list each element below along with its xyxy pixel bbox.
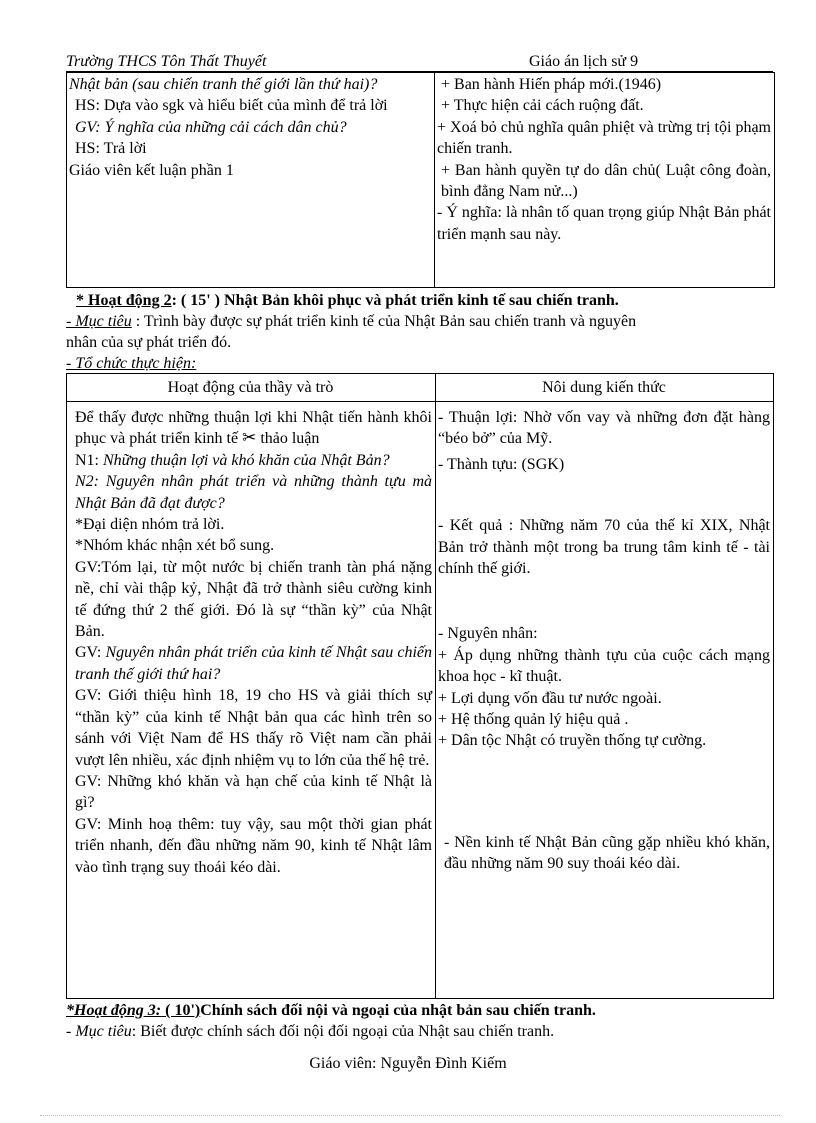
cause-item: + Dân tộc Nhật có truyền thống tự cường. bbox=[438, 732, 707, 750]
activity2-label: * Hoạt động 2 bbox=[76, 292, 172, 309]
teacher-conclusion: Giáo viên kết luận phần 1 bbox=[69, 161, 234, 179]
teacher-illustration: GV: Minh hoạ thêm: tuy vậy, sau một thời gian phát triển nhanh, đến đầu những năm 90, kinh tế Nhật lâm vào tình trạng suy thoái kéo dài. bbox=[75, 815, 432, 876]
activity2-heading bbox=[76, 291, 619, 311]
group-answer: *Đại diện nhóm trả lời. bbox=[75, 516, 225, 534]
teacher-difficulty-question: GV: Những khó khăn và hạn chế của kinh tế Nhật là gì? bbox=[75, 772, 432, 812]
teacher-question: GV: Ý nghĩa của những cải cách dân chủ? bbox=[75, 118, 347, 136]
group2-question: N2: Nguyên nhân phát triển và những thành tựu mà Nhật Bản đã đạt được? bbox=[75, 473, 432, 512]
activity3-title: Chính sách đối nội và ngoại của nhật bản sau chiến tranh. bbox=[200, 1002, 596, 1019]
page-bottom-border bbox=[40, 1115, 780, 1116]
column-header-content: Nôi dung kiến thức bbox=[436, 374, 774, 402]
discussion-intro: Để thấy được những thuận lợi khi Nhật tiến hành khôi phục và phát triển kinh tế ✂ thảo luận bbox=[75, 409, 432, 449]
group-feedback: *Nhóm khác nhận xét bổ sung. bbox=[75, 537, 275, 555]
reform-table-right-cell bbox=[435, 73, 775, 288]
activity3-objective-label: - Mục tiêu bbox=[66, 1023, 132, 1040]
cause-item: + Áp dụng những thành tựu của cuộc cách mạng khoa học - kĩ thuật. bbox=[438, 646, 770, 686]
reform-item: + Ban hành quyền tự do dân chủ( Luật công đoàn, bình đẳng Nam nử...) bbox=[441, 161, 771, 201]
results-text: - Kết quả : Những năm 70 của thế kỉ XIX, Nhật Bản trở thành một trong ba trung tâm kinh tế - tài chính thế giới. bbox=[438, 517, 770, 578]
economy-table-left-cell bbox=[67, 402, 436, 999]
activity3-heading bbox=[66, 1001, 596, 1021]
cause-item: + Hệ thống quản lý hiệu quả . bbox=[438, 711, 629, 729]
teacher-name-footer: Giáo viên: Nguyễn Đình Kiếm bbox=[309, 1055, 507, 1072]
economy-table bbox=[66, 373, 774, 999]
reform-table-left-cell bbox=[67, 73, 435, 288]
group1-question: N1: Những thuận lợi và khó khăn của Nhật Bản? bbox=[75, 451, 390, 469]
teacher-cause-question: GV: Nguyên nhân phát triển của kinh tế Nhật sau chiến tranh thế giới thứ hai? bbox=[75, 644, 432, 683]
scissors-icon: ✂ bbox=[242, 428, 257, 449]
cause-item: + Lợi dụng vốn đầu tư nước ngoài. bbox=[438, 689, 662, 707]
economy-table-right-cell bbox=[436, 402, 774, 999]
reform-item: + Xoá bỏ chủ nghĩa quân phiệt và trừng trị tội phạm chiến tranh. bbox=[437, 118, 771, 158]
organize-label: - Tổ chức thực hiện: bbox=[66, 355, 197, 372]
reform-significance: - Ý nghĩa: là nhân tố quan trọng giúp Nhật Bản phát triển mạnh sau này. bbox=[437, 204, 771, 243]
student-task: HS: Dựa vào sgk và hiểu biết của mình để trả lời bbox=[75, 97, 388, 115]
reform-item: + Ban hành Hiến pháp mới.(1946) bbox=[441, 76, 662, 93]
document-subject: Giáo án lịch sử 9 bbox=[529, 53, 639, 70]
activity3-objective bbox=[66, 1022, 554, 1042]
school-name: Trường THCS Tôn Thất Thuyết bbox=[66, 53, 267, 70]
question-text: Nhật bản (sau chiến tranh thế giới lần thứ hai)? bbox=[69, 76, 378, 93]
causes-heading: - Nguyên nhân: bbox=[438, 625, 538, 643]
advantages-text: - Thuận lợi: Nhờ vốn vay và những đơn đặt hàng “béo bở” của Mỹ. bbox=[438, 409, 770, 448]
reform-item: + Thực hiện cải cách ruộng đất. bbox=[441, 97, 644, 115]
activity2-objective bbox=[66, 312, 636, 332]
activity3-label: *Hoạt động 3: bbox=[66, 1002, 162, 1019]
student-answer: HS: Trả lời bbox=[75, 140, 147, 158]
activity3-time: ( 10') bbox=[161, 1002, 201, 1019]
teacher-figures-intro: GV: Giới thiệu hình 18, 19 cho HS và giải thích sự “thần kỳ” của kinh tế Nhật bản qua các hình trên so sánh với Việt Nam để HS thấy rõ Việt nam cần phải vượt lên nhiều, xác định nhiệm vụ to lớn của thế hệ trẻ. bbox=[75, 687, 432, 769]
activity2-objective-cont: nhân của sự phát triển đó. bbox=[66, 334, 232, 351]
objective-label: - Mục tiêu bbox=[66, 313, 132, 330]
activity2-title: : ( 15' ) Nhật Bản khôi phục và phát triển kinh tế sau chiến tranh. bbox=[171, 292, 619, 309]
achievements-text: - Thành tựu: (SGK) bbox=[438, 455, 565, 473]
column-header-activities: Hoạt động của thầy và trò bbox=[67, 374, 436, 402]
teacher-summary: GV:Tóm lại, từ một nước bị chiến tranh tàn phá nặng nề, chỉ vài thập kỷ, Nhật đã trở thành siêu cường kinh tế đứng thứ 2 thế giới. Đó là sự “thần kỳ” của Nhật Bản. bbox=[75, 558, 432, 641]
objective-text: : Trình bày được sự phát triển kinh tế của Nhật Bản sau chiến tranh và nguyên bbox=[131, 313, 637, 330]
reform-table bbox=[66, 72, 775, 288]
difficulties-text: - Nền kinh tế Nhật Bản cũng gặp nhiều khó khăn, đầu những năm 90 suy thoái kéo dài. bbox=[444, 833, 770, 873]
activity3-objective-text: : Biết được chính sách đối nội đối ngoại của Nhật sau chiến tranh. bbox=[131, 1023, 555, 1040]
